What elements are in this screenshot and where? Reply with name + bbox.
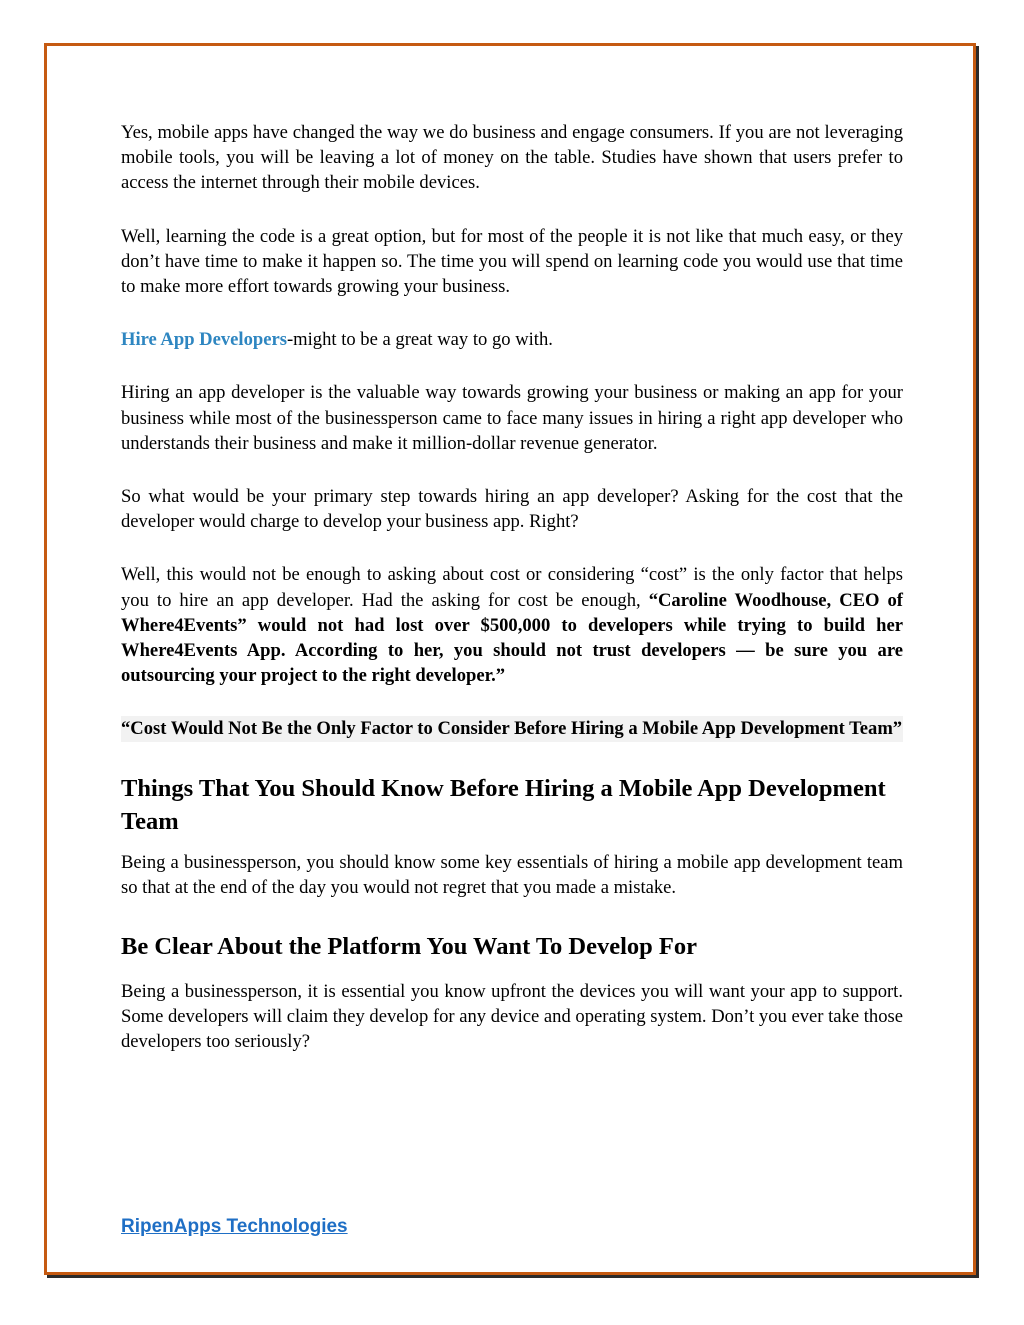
paragraph-primary-step: So what would be your primary step towards hiring an app developer? Asking for the cost that the developer would charge to develop your business app. Right? (121, 486, 903, 533)
paragraph-hiring-value: Hiring an app developer is the valuable way towards growing your business or making an app for your business while most of the businessperson came to face many issues in hiring a right app developer who understands their business and make it million-dollar revenue generator. (121, 382, 903, 454)
paragraph-devices: Being a businessperson, it is essential you know upfront the devices you will want your app to support. Some developers will claim they develop for any device and operating system. Don’t you ever take those developers too seriously? (121, 981, 903, 1053)
cost-factor-text: Well, this would not be enough to asking about cost or considering “cost” is the only factor that helps you to hire an app developer. Had the asking for cost be enough, (121, 564, 903, 611)
heading-things-to-know: Things That You Should Know Before Hiring a Mobile App Development Team (121, 774, 886, 835)
hire-app-developers-link[interactable]: Hire App Developers (121, 329, 287, 351)
highlighted-quote: “Cost Would Not Be the Only Factor to Consider Before Hiring a Mobile App Development Team” (121, 716, 903, 741)
caroline-quote: “Caroline Woodhouse, CEO of Where4Events” would not had lost over $500,000 to developers while trying to build her Where4Events App. According to her, you should not trust developers — be sure you are outsourcing your project to the right developer.” (121, 589, 903, 687)
company-footer-link[interactable]: RipenApps Technologies (121, 1216, 348, 1237)
paragraph-cost-factor (121, 562, 903, 688)
hire-developers-text: -might to be a great way to go with. (286, 329, 553, 351)
paragraph-intro: Yes, mobile apps have changed the way we do business and engage consumers. If you are not leveraging mobile tools, you will be leaving a lot of money on the table. Studies have shown that users prefer to access the internet through their mobile devices. (121, 122, 903, 194)
paragraph-key-essentials: Being a businessperson, you should know some key essentials of hiring a mobile app development team so that at the end of the day you would not regret that you made a mistake. (121, 851, 903, 898)
paragraph-hire-developers (121, 327, 903, 352)
heading-platform: Be Clear About the Platform You Want To Develop For (121, 933, 697, 961)
paragraph-learning-code: Well, learning the code is a great option, but for most of the people it is not like that much easy, or they don’t have time to make it happen so. The time you will spend on learning code you would use that time to make more effort towards growing your business. (121, 225, 903, 298)
document-body (121, 120, 903, 1055)
